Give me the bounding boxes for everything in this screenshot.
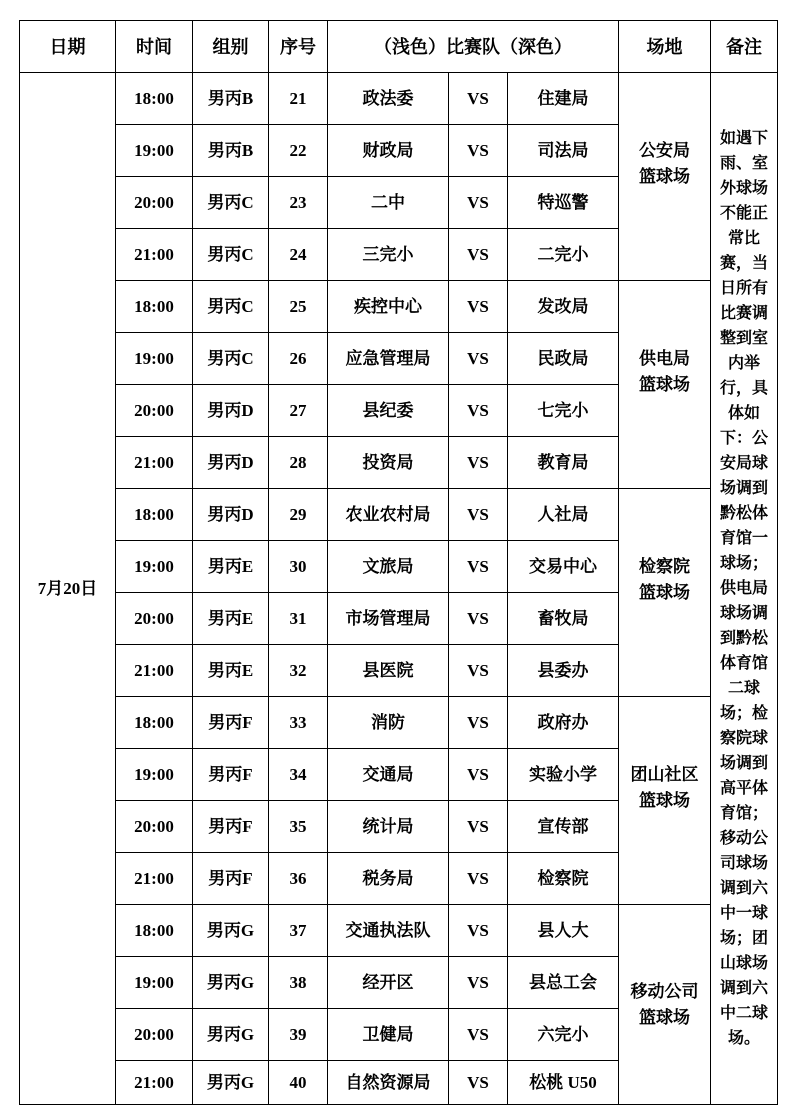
light-team-cell: 县纪委 bbox=[328, 385, 448, 436]
remarks-line: 二球 bbox=[727, 680, 760, 697]
group-cell: 男丙C bbox=[193, 333, 268, 384]
remarks-line: 日所有 bbox=[719, 280, 768, 297]
dark-team-cell: 人社局 bbox=[508, 489, 618, 540]
group-cell: 男丙G bbox=[193, 1061, 268, 1104]
header-number: 序号 bbox=[269, 21, 327, 72]
group-cell: 男丙B bbox=[193, 125, 268, 176]
dark-team-cell: 畜牧局 bbox=[508, 593, 618, 644]
time-cell: 20:00 bbox=[116, 593, 192, 644]
date-cell: 7月20日 bbox=[20, 73, 115, 1104]
remarks-line: 中二球 bbox=[719, 1005, 768, 1022]
dark-team-cell: 特巡警 bbox=[508, 177, 618, 228]
match-number-cell: 29 bbox=[269, 489, 327, 540]
venue-name: 移动公司 bbox=[630, 981, 699, 1001]
time-cell: 18:00 bbox=[116, 905, 192, 956]
group-cell: 男丙G bbox=[193, 957, 268, 1008]
dark-team-cell: 实验小学 bbox=[508, 749, 618, 800]
venue-name: 公安局 bbox=[639, 140, 690, 160]
dark-team-cell: 政府办 bbox=[508, 697, 618, 748]
header-venue: 场地 bbox=[619, 21, 710, 72]
remarks-line: 下：公 bbox=[719, 430, 768, 447]
light-team-cell: 应急管理局 bbox=[328, 333, 448, 384]
time-cell: 18:00 bbox=[116, 281, 192, 332]
remarks-line: 育馆； bbox=[719, 805, 768, 822]
remarks-line: 司球场 bbox=[719, 855, 768, 872]
remarks-line: 整到室 bbox=[719, 330, 768, 347]
vs-label: VS bbox=[449, 437, 507, 488]
venue-type: 篮球场 bbox=[639, 1007, 690, 1027]
vs-label: VS bbox=[449, 905, 507, 956]
group-cell: 男丙E bbox=[193, 645, 268, 696]
dark-team-cell: 住建局 bbox=[508, 73, 618, 124]
time-cell: 21:00 bbox=[116, 645, 192, 696]
group-cell: 男丙E bbox=[193, 541, 268, 592]
vs-label: VS bbox=[449, 281, 507, 332]
schedule-table bbox=[19, 20, 778, 1105]
dark-team-cell: 宣传部 bbox=[508, 801, 618, 852]
vs-label: VS bbox=[449, 489, 507, 540]
dark-team-cell: 县人大 bbox=[508, 905, 618, 956]
remarks-line: 山球场 bbox=[719, 955, 768, 972]
light-team-cell: 消防 bbox=[328, 697, 448, 748]
dark-team-cell: 司法局 bbox=[508, 125, 618, 176]
time-cell: 18:00 bbox=[116, 489, 192, 540]
dark-team-cell: 二完小 bbox=[508, 229, 618, 280]
dark-team-cell: 县总工会 bbox=[508, 957, 618, 1008]
header-group: 组别 bbox=[193, 21, 268, 72]
light-team-cell: 县医院 bbox=[328, 645, 448, 696]
light-team-cell: 自然资源局 bbox=[328, 1061, 448, 1104]
group-cell: 男丙D bbox=[193, 385, 268, 436]
group-cell: 男丙E bbox=[193, 593, 268, 644]
vs-label: VS bbox=[449, 645, 507, 696]
match-number-cell: 37 bbox=[269, 905, 327, 956]
remarks-line: 行，具 bbox=[719, 380, 768, 397]
group-cell: 男丙C bbox=[193, 229, 268, 280]
dark-team-cell: 民政局 bbox=[508, 333, 618, 384]
match-number-cell: 24 bbox=[269, 229, 327, 280]
remarks-line: 场。 bbox=[727, 1030, 760, 1047]
time-cell: 20:00 bbox=[116, 177, 192, 228]
light-team-cell: 经开区 bbox=[328, 957, 448, 1008]
dark-team-cell: 六完小 bbox=[508, 1009, 618, 1060]
match-number-cell: 38 bbox=[269, 957, 327, 1008]
dark-team-cell: 松桃 U50 bbox=[508, 1061, 618, 1104]
venue-type: 篮球场 bbox=[639, 582, 690, 602]
group-cell: 男丙C bbox=[193, 281, 268, 332]
venue-name: 团山社区 bbox=[630, 764, 699, 784]
match-number-cell: 27 bbox=[269, 385, 327, 436]
dark-team-cell: 检察院 bbox=[508, 853, 618, 904]
remarks-line: 安局球 bbox=[719, 455, 768, 472]
dark-team-cell: 县委办 bbox=[508, 645, 618, 696]
remarks-line: 高平体 bbox=[719, 780, 768, 797]
venue-cell bbox=[619, 697, 710, 904]
time-cell: 21:00 bbox=[116, 1061, 192, 1104]
remarks-line: 体如 bbox=[727, 405, 760, 422]
time-cell: 19:00 bbox=[116, 125, 192, 176]
match-number-cell: 35 bbox=[269, 801, 327, 852]
vs-label: VS bbox=[449, 333, 507, 384]
remarks-line: 场调到 bbox=[719, 480, 768, 497]
match-number-cell: 40 bbox=[269, 1061, 327, 1104]
remarks-line: 常比 bbox=[727, 230, 760, 247]
remarks-line: 球场； bbox=[719, 555, 768, 572]
match-number-cell: 31 bbox=[269, 593, 327, 644]
venue-type: 篮球场 bbox=[639, 166, 690, 186]
header-teams: （浅色）比赛队（深色） bbox=[328, 21, 618, 72]
remarks-line: 场；检 bbox=[719, 705, 768, 722]
group-cell: 男丙F bbox=[193, 749, 268, 800]
venue-cell bbox=[619, 905, 710, 1104]
header-remarks: 备注 bbox=[711, 21, 777, 72]
venue-cell bbox=[619, 73, 710, 280]
match-number-cell: 22 bbox=[269, 125, 327, 176]
vs-label: VS bbox=[449, 801, 507, 852]
time-cell: 21:00 bbox=[116, 853, 192, 904]
vs-label: VS bbox=[449, 697, 507, 748]
group-cell: 男丙F bbox=[193, 853, 268, 904]
light-team-cell: 疾控中心 bbox=[328, 281, 448, 332]
time-cell: 21:00 bbox=[116, 229, 192, 280]
vs-label: VS bbox=[449, 541, 507, 592]
vs-label: VS bbox=[449, 1009, 507, 1060]
time-cell: 19:00 bbox=[116, 333, 192, 384]
group-cell: 男丙B bbox=[193, 73, 268, 124]
vs-label: VS bbox=[449, 73, 507, 124]
match-number-cell: 32 bbox=[269, 645, 327, 696]
remarks-line: 场；团 bbox=[719, 930, 768, 947]
light-team-cell: 卫健局 bbox=[328, 1009, 448, 1060]
venue-cell bbox=[619, 281, 710, 488]
light-team-cell: 市场管理局 bbox=[328, 593, 448, 644]
remarks-line: 不能正 bbox=[719, 205, 768, 222]
light-team-cell: 二中 bbox=[328, 177, 448, 228]
time-cell: 20:00 bbox=[116, 385, 192, 436]
remarks-line: 体育馆 bbox=[719, 655, 768, 672]
group-cell: 男丙F bbox=[193, 697, 268, 748]
light-team-cell: 政法委 bbox=[328, 73, 448, 124]
light-team-cell: 交通局 bbox=[328, 749, 448, 800]
match-number-cell: 25 bbox=[269, 281, 327, 332]
venue-type: 篮球场 bbox=[639, 374, 690, 394]
dark-team-cell: 七完小 bbox=[508, 385, 618, 436]
remarks-line: 中一球 bbox=[719, 905, 768, 922]
vs-label: VS bbox=[449, 957, 507, 1008]
venue-cell bbox=[619, 489, 710, 696]
remarks-line: 黔松体 bbox=[719, 505, 768, 522]
group-cell: 男丙C bbox=[193, 177, 268, 228]
time-cell: 21:00 bbox=[116, 437, 192, 488]
group-cell: 男丙F bbox=[193, 801, 268, 852]
remarks-line: 移动公 bbox=[719, 830, 768, 847]
vs-label: VS bbox=[449, 229, 507, 280]
remarks-line: 察院球 bbox=[719, 730, 768, 747]
group-cell: 男丙G bbox=[193, 905, 268, 956]
time-cell: 20:00 bbox=[116, 801, 192, 852]
light-team-cell: 税务局 bbox=[328, 853, 448, 904]
remarks-line: 雨、室 bbox=[719, 155, 768, 172]
light-team-cell: 农业农村局 bbox=[328, 489, 448, 540]
dark-team-cell: 发改局 bbox=[508, 281, 618, 332]
remarks-line: 育馆一 bbox=[719, 530, 768, 547]
vs-label: VS bbox=[449, 385, 507, 436]
remarks-line: 内举 bbox=[727, 355, 760, 372]
time-cell: 18:00 bbox=[116, 73, 192, 124]
light-team-cell: 统计局 bbox=[328, 801, 448, 852]
dark-team-cell: 交易中心 bbox=[508, 541, 618, 592]
dark-team-cell: 教育局 bbox=[508, 437, 618, 488]
remarks-line: 外球场 bbox=[719, 180, 768, 197]
remarks-line: 如遇下 bbox=[719, 130, 768, 147]
venue-name: 检察院 bbox=[639, 556, 690, 576]
match-number-cell: 21 bbox=[269, 73, 327, 124]
vs-label: VS bbox=[449, 593, 507, 644]
remarks-line: 赛，当 bbox=[719, 255, 768, 272]
venue-name: 供电局 bbox=[639, 348, 690, 368]
group-cell: 男丙G bbox=[193, 1009, 268, 1060]
light-team-cell: 投资局 bbox=[328, 437, 448, 488]
time-cell: 18:00 bbox=[116, 697, 192, 748]
time-cell: 19:00 bbox=[116, 749, 192, 800]
match-number-cell: 34 bbox=[269, 749, 327, 800]
light-team-cell: 文旅局 bbox=[328, 541, 448, 592]
remarks-line: 调到六 bbox=[719, 880, 768, 897]
remarks-cell bbox=[711, 73, 777, 1104]
light-team-cell: 三完小 bbox=[328, 229, 448, 280]
vs-label: VS bbox=[449, 125, 507, 176]
match-number-cell: 30 bbox=[269, 541, 327, 592]
group-cell: 男丙D bbox=[193, 437, 268, 488]
header-date: 日期 bbox=[20, 21, 115, 72]
vs-label: VS bbox=[449, 1061, 507, 1104]
match-number-cell: 28 bbox=[269, 437, 327, 488]
light-team-cell: 交通执法队 bbox=[328, 905, 448, 956]
vs-label: VS bbox=[449, 853, 507, 904]
vs-label: VS bbox=[449, 749, 507, 800]
remarks-line: 供电局 bbox=[719, 580, 768, 597]
time-cell: 20:00 bbox=[116, 1009, 192, 1060]
match-number-cell: 33 bbox=[269, 697, 327, 748]
time-cell: 19:00 bbox=[116, 541, 192, 592]
match-number-cell: 36 bbox=[269, 853, 327, 904]
remarks-line: 到黔松 bbox=[719, 630, 768, 647]
header-time: 时间 bbox=[116, 21, 192, 72]
match-number-cell: 23 bbox=[269, 177, 327, 228]
match-number-cell: 39 bbox=[269, 1009, 327, 1060]
remarks-line: 场调到 bbox=[719, 755, 768, 772]
vs-label: VS bbox=[449, 177, 507, 228]
time-cell: 19:00 bbox=[116, 957, 192, 1008]
remarks-line: 球场调 bbox=[719, 605, 768, 622]
remarks-line: 调到六 bbox=[719, 980, 768, 997]
light-team-cell: 财政局 bbox=[328, 125, 448, 176]
remarks-line: 比赛调 bbox=[719, 305, 768, 322]
match-number-cell: 26 bbox=[269, 333, 327, 384]
venue-type: 篮球场 bbox=[639, 790, 690, 810]
group-cell: 男丙D bbox=[193, 489, 268, 540]
